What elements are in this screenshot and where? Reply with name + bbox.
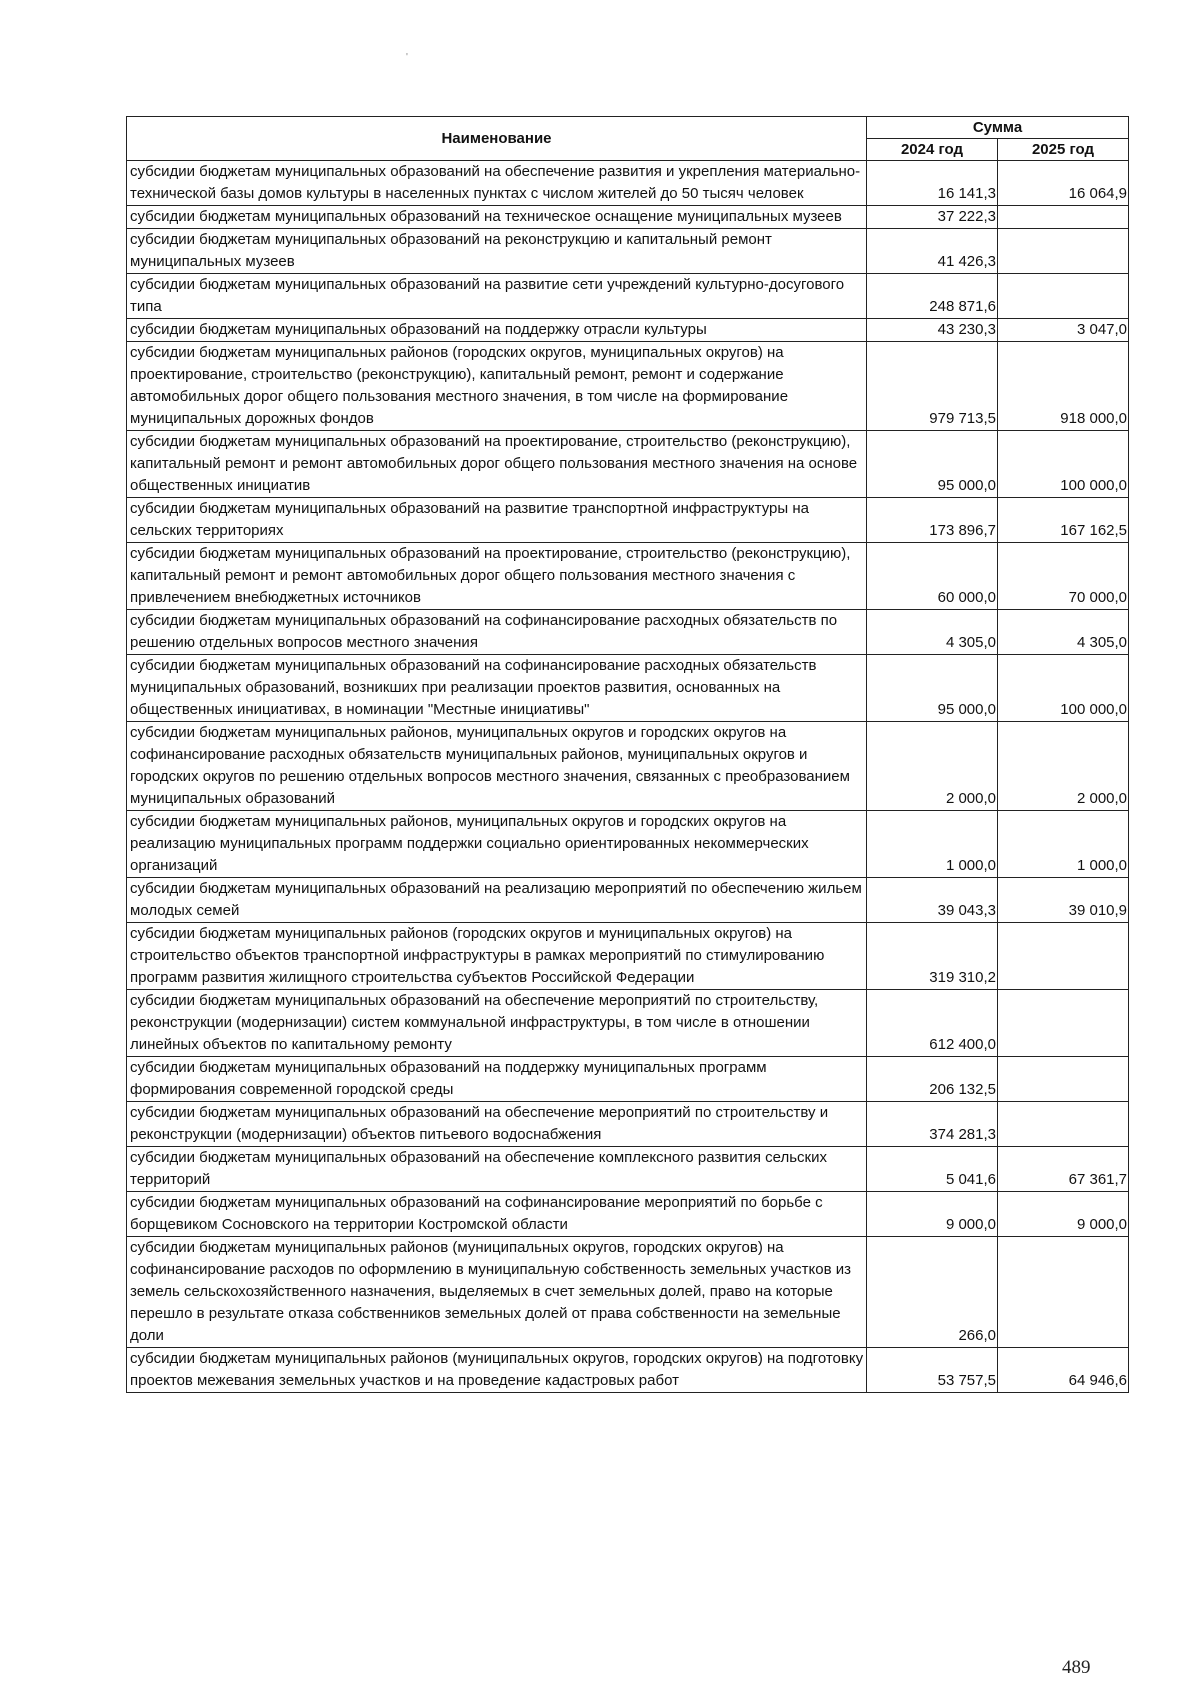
row-value-2024: 2 000,0 <box>867 722 998 811</box>
row-value-2024: 4 305,0 <box>867 610 998 655</box>
table-row <box>127 923 1129 990</box>
row-name-cell: субсидии бюджетам муниципальных образований на реконструкцию и капитальный ремонт муниципальных музеев <box>127 229 867 274</box>
row-name-cell: субсидии бюджетам муниципальных образований на развитие транспортной инфраструктуры на сельских территориях <box>127 498 867 543</box>
row-value-2024: 16 141,3 <box>867 161 998 206</box>
table-row <box>127 1348 1129 1393</box>
row-value-2024: 95 000,0 <box>867 655 998 722</box>
table-body <box>127 161 1129 1393</box>
row-value-2025 <box>998 1102 1129 1147</box>
row-value-2024: 60 000,0 <box>867 543 998 610</box>
row-value-2025: 1 000,0 <box>998 811 1129 878</box>
row-value-2025: 67 361,7 <box>998 1147 1129 1192</box>
table-row <box>127 811 1129 878</box>
row-value-2024: 41 426,3 <box>867 229 998 274</box>
row-value-2024: 53 757,5 <box>867 1348 998 1393</box>
row-name-cell: субсидии бюджетам муниципальных образований на техническое оснащение муниципальных музеев <box>127 206 867 229</box>
row-value-2024: 248 871,6 <box>867 274 998 319</box>
table-row <box>127 1102 1129 1147</box>
budget-table <box>126 116 1129 1393</box>
table-row <box>127 1147 1129 1192</box>
row-value-2024: 374 281,3 <box>867 1102 998 1147</box>
row-value-2025: 64 946,6 <box>998 1348 1129 1393</box>
row-name-cell: субсидии бюджетам муниципальных образований на софинансирование расходных обязательств муниципальных образований, возникших при реализации проектов развития, основанных на общественных инициативах, в номинации "Местные инициативы" <box>127 655 867 722</box>
row-value-2024: 37 222,3 <box>867 206 998 229</box>
table-row <box>127 319 1129 342</box>
row-name-cell: субсидии бюджетам муниципальных образований на обеспечение комплексного развития сельских территорий <box>127 1147 867 1192</box>
row-name-cell: субсидии бюджетам муниципальных образований на проектирование, строительство (реконструкцию), капитальный ремонт и ремонт автомобильных дорог общего пользования местного значения на основе общественных инициатив <box>127 431 867 498</box>
row-name-cell: субсидии бюджетам муниципальных образований на софинансирование расходных обязательств по решению отдельных вопросов местного значения <box>127 610 867 655</box>
row-name-cell: субсидии бюджетам муниципальных образований на софинансирование мероприятий по борьбе с борщевиком Сосновского на территории Костромской области <box>127 1192 867 1237</box>
row-value-2024: 206 132,5 <box>867 1057 998 1102</box>
row-value-2025 <box>998 274 1129 319</box>
row-value-2025: 167 162,5 <box>998 498 1129 543</box>
table-row <box>127 229 1129 274</box>
table-row <box>127 543 1129 610</box>
row-name-cell: субсидии бюджетам муниципальных образований на реализацию мероприятий по обеспечению жильем молодых семей <box>127 878 867 923</box>
header-year-2025: 2025 год <box>998 139 1129 161</box>
table-row <box>127 722 1129 811</box>
row-name-cell: субсидии бюджетам муниципальных районов (муниципальных округов, городских округов) на софинансирование расходов по оформлению в муниципальную собственность земельных участков из земель сельскохозяйственного назначения, выделяемых в счет земельных долей, право на которые перешло в результате отказа собственников земельных долей от права собственности на земельные доли <box>127 1237 867 1348</box>
row-value-2025: 70 000,0 <box>998 543 1129 610</box>
table-row <box>127 655 1129 722</box>
table-header <box>127 117 1129 161</box>
table-row <box>127 274 1129 319</box>
table-row <box>127 1057 1129 1102</box>
header-year-2024: 2024 год <box>867 139 998 161</box>
header-sum: Сумма <box>867 117 1129 139</box>
row-name-cell: субсидии бюджетам муниципальных районов (городских округов и муниципальных округов) на строительство объектов транспортной инфраструктуры в рамках мероприятий по стимулированию программ развития жилищного строительства субъектов Российской Федерации <box>127 923 867 990</box>
row-value-2024: 39 043,3 <box>867 878 998 923</box>
row-value-2025: 918 000,0 <box>998 342 1129 431</box>
row-value-2025: 9 000,0 <box>998 1192 1129 1237</box>
row-value-2024: 266,0 <box>867 1237 998 1348</box>
row-value-2025 <box>998 990 1129 1057</box>
table-row <box>127 206 1129 229</box>
row-value-2025: 16 064,9 <box>998 161 1129 206</box>
row-value-2024: 1 000,0 <box>867 811 998 878</box>
row-name-cell: субсидии бюджетам муниципальных образований на развитие сети учреждений культурно-досугового типа <box>127 274 867 319</box>
row-value-2024: 173 896,7 <box>867 498 998 543</box>
row-name-cell: субсидии бюджетам муниципальных районов (муниципальных округов, городских округов) на подготовку проектов межевания земельных участков и на проведение кадастровых работ <box>127 1348 867 1393</box>
row-value-2025 <box>998 229 1129 274</box>
row-value-2025 <box>998 1237 1129 1348</box>
row-value-2025: 100 000,0 <box>998 655 1129 722</box>
table-row <box>127 161 1129 206</box>
row-value-2024: 979 713,5 <box>867 342 998 431</box>
row-value-2024: 9 000,0 <box>867 1192 998 1237</box>
row-value-2025 <box>998 206 1129 229</box>
page-number: 489 <box>1062 1657 1091 1678</box>
row-value-2025 <box>998 923 1129 990</box>
row-value-2024: 612 400,0 <box>867 990 998 1057</box>
row-value-2025: 100 000,0 <box>998 431 1129 498</box>
table-row <box>127 498 1129 543</box>
row-name-cell: субсидии бюджетам муниципальных образований на поддержку отрасли культуры <box>127 319 867 342</box>
row-value-2024: 95 000,0 <box>867 431 998 498</box>
row-value-2024: 5 041,6 <box>867 1147 998 1192</box>
row-name-cell: субсидии бюджетам муниципальных образований на обеспечение развития и укрепления материально-технической базы домов культуры в населенных пунктах с числом жителей до 50 тысяч человек <box>127 161 867 206</box>
table-row <box>127 342 1129 431</box>
row-name-cell: субсидии бюджетам муниципальных районов (городских округов, муниципальных округов) на проектирование, строительство (реконструкцию), капитальный ремонт, ремонт и содержание автомобильных дорог общего пользования местного значения, в том числе на формирование муниципальных дорожных фондов <box>127 342 867 431</box>
table-row <box>127 610 1129 655</box>
scan-mark: ' <box>406 52 408 63</box>
row-value-2025 <box>998 1057 1129 1102</box>
header-name: Наименование <box>127 117 867 161</box>
row-name-cell: субсидии бюджетам муниципальных районов, муниципальных округов и городских округов на реализацию муниципальных программ поддержки социально ориентированных некоммерческих организаций <box>127 811 867 878</box>
row-name-cell: субсидии бюджетам муниципальных образований на обеспечение мероприятий по строительству, реконструкции (модернизации) систем коммунальной инфраструктуры, в том числе в отношении линейных объектов по капитальному ремонту <box>127 990 867 1057</box>
table-row <box>127 990 1129 1057</box>
row-value-2024: 319 310,2 <box>867 923 998 990</box>
row-name-cell: субсидии бюджетам муниципальных районов, муниципальных округов и городских округов на софинансирование расходных обязательств муниципальных районов, муниципальных округов и городских округов по решению отдельных вопросов местного значения, связанных с преобразованием муниципальных образований <box>127 722 867 811</box>
row-name-cell: субсидии бюджетам муниципальных образований на поддержку муниципальных программ формирования современной городской среды <box>127 1057 867 1102</box>
table-row <box>127 1192 1129 1237</box>
row-value-2025: 39 010,9 <box>998 878 1129 923</box>
row-value-2025: 2 000,0 <box>998 722 1129 811</box>
row-value-2024: 43 230,3 <box>867 319 998 342</box>
row-name-cell: субсидии бюджетам муниципальных образований на проектирование, строительство (реконструкцию), капитальный ремонт и ремонт автомобильных дорог общего пользования местного значения с привлечением внебюджетных источников <box>127 543 867 610</box>
row-value-2025: 3 047,0 <box>998 319 1129 342</box>
table-row <box>127 1237 1129 1348</box>
table-row <box>127 878 1129 923</box>
row-name-cell: субсидии бюджетам муниципальных образований на обеспечение мероприятий по строительству и реконструкции (модернизации) объектов питьевого водоснабжения <box>127 1102 867 1147</box>
table-row <box>127 431 1129 498</box>
row-value-2025: 4 305,0 <box>998 610 1129 655</box>
